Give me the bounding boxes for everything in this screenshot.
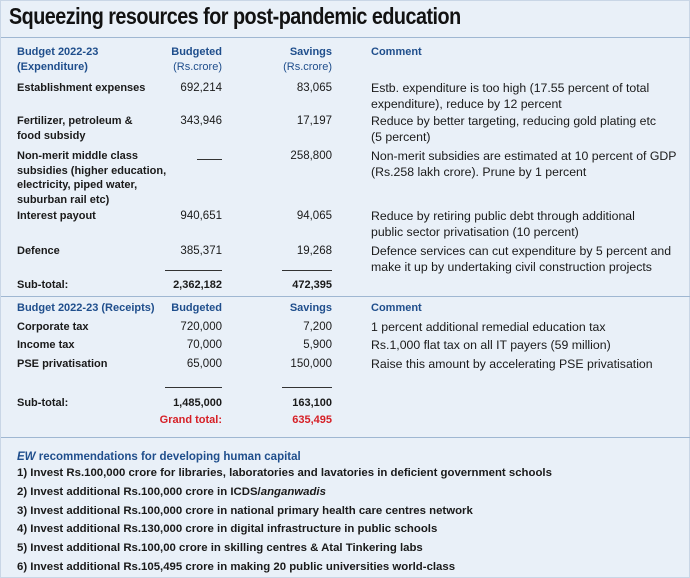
expenditure-budgeted: 692,214 bbox=[180, 82, 222, 94]
header-receipts-label: Budget 2022-23 (Receipts) bbox=[17, 302, 155, 314]
recommendation-item: 6) Invest additional Rs.105,495 crore in making 20 public universities world-class bbox=[17, 561, 456, 573]
expenditure-label bbox=[17, 149, 166, 207]
receipt-savings: 150,000 bbox=[290, 358, 332, 370]
recommendation-italic: anganwadis bbox=[260, 486, 326, 498]
expenditure-savings: 19,268 bbox=[296, 245, 332, 257]
expenditure-comment-line: public sector privatisation (10 percent) bbox=[371, 225, 579, 239]
expenditure-label bbox=[17, 114, 133, 143]
expenditure-comment-line: Reduce by better targeting, reducing gold plating etc bbox=[371, 114, 657, 128]
header2-savings: Savings bbox=[289, 302, 332, 314]
expenditure-comment-line: make it up by undertaking civil construction projects bbox=[371, 260, 652, 274]
expenditure-label bbox=[17, 81, 145, 96]
receipt-savings: 5,900 bbox=[303, 339, 332, 351]
grand-total-label: Grand total: bbox=[159, 414, 222, 426]
subtotal1-budgeted: 2,362,182 bbox=[173, 279, 222, 291]
expenditure-comment-line: Estb. expenditure is too high (17.55 percent of total bbox=[371, 81, 650, 95]
expenditure-label bbox=[17, 244, 60, 259]
expenditure-label-line: Defence bbox=[17, 245, 60, 257]
subtotal2-savings-rule bbox=[282, 387, 332, 388]
header-budgeted: Budgeted bbox=[171, 46, 222, 58]
expenditure-budgeted: 940,651 bbox=[180, 210, 222, 222]
expenditure-comment-line: Reduce by retiring public debt through additional bbox=[371, 209, 635, 223]
subtotal2-budgeted: 1,485,000 bbox=[173, 397, 222, 409]
expenditure-budgeted: 385,371 bbox=[180, 245, 222, 257]
expenditure-savings: 17,197 bbox=[296, 115, 332, 127]
receipt-label: PSE privatisation bbox=[17, 358, 108, 370]
expenditure-comment bbox=[371, 243, 671, 275]
subtotal1-savings: 472,395 bbox=[292, 279, 332, 291]
expenditure-comment bbox=[371, 113, 656, 145]
header-savings: Savings bbox=[289, 46, 332, 58]
expenditure-label-line: electricity, piped water, bbox=[17, 179, 138, 191]
subtotal1-label: Sub-total: bbox=[17, 279, 69, 291]
expenditure-savings: 258,800 bbox=[290, 150, 332, 162]
expenditure-label-line: Fertilizer, petroleum & bbox=[17, 115, 133, 127]
subtotal2-label: Sub-total: bbox=[17, 397, 69, 409]
page-title: Squeezing resources for post-pandemic education bbox=[9, 3, 461, 29]
expenditure-savings: 83,065 bbox=[296, 82, 332, 94]
subtotal2-savings: 163,100 bbox=[292, 397, 332, 409]
recommendations-divider bbox=[1, 437, 690, 438]
expenditure-comment bbox=[371, 148, 677, 180]
recommendation-item: 4) Invest additional Rs.130,000 crore in digital infrastructure in public schools bbox=[17, 523, 438, 535]
recommendations-heading bbox=[17, 451, 301, 463]
receipt-savings: 7,200 bbox=[303, 321, 332, 333]
recommendation-item: 1) Invest Rs.100,000 crore for libraries, laboratories and lavatories in deficient government schools bbox=[17, 467, 552, 479]
expenditure-budgeted-blank bbox=[197, 159, 222, 160]
subtotal1-savings-rule bbox=[282, 270, 332, 271]
header-savings-unit: (Rs.crore) bbox=[283, 61, 332, 73]
header-expenditure-label: (Expenditure) bbox=[17, 61, 88, 73]
header-comment: Comment bbox=[371, 46, 422, 58]
header-budgeted-unit: (Rs.crore) bbox=[173, 61, 222, 73]
grand-total-savings: 635,495 bbox=[292, 414, 332, 426]
expenditure-comment-line: Non-merit subsidies are estimated at 10 percent of GDP bbox=[371, 149, 677, 163]
section-divider bbox=[1, 296, 690, 297]
expenditure-label-line: food subsidy bbox=[17, 129, 86, 142]
expenditure-comment-line: (Rs.258 lakh crore). Prune by 1 percent bbox=[371, 165, 587, 179]
expenditure-label-line: Non-merit middle class bbox=[17, 150, 139, 162]
expenditure-comment bbox=[371, 208, 635, 240]
receipt-label: Corporate tax bbox=[17, 321, 89, 333]
header2-budgeted: Budgeted bbox=[171, 302, 222, 314]
expenditure-comment bbox=[371, 80, 649, 112]
expenditure-label-line: Establishment expenses bbox=[17, 82, 146, 94]
expenditure-label-line: subsidies (higher education, bbox=[17, 164, 167, 177]
receipt-comment: 1 percent additional remedial education tax bbox=[371, 320, 606, 334]
expenditure-comment-line: Defence services can cut expenditure by 5 percent and bbox=[371, 244, 672, 258]
expenditure-savings: 94,065 bbox=[296, 210, 332, 222]
expenditure-label-line: suburban rail etc) bbox=[17, 193, 110, 206]
recommendation-item: 3) Invest additional Rs.100,000 crore in national primary health care centres network bbox=[17, 505, 473, 517]
expenditure-budgeted: 343,946 bbox=[180, 115, 222, 127]
expenditure-comment-line: (5 percent) bbox=[371, 130, 431, 144]
receipt-comment: Rs.1,000 flat tax on all IT payers (59 million) bbox=[371, 338, 611, 352]
expenditure-label bbox=[17, 209, 96, 224]
recommendation-item: 2) Invest additional Rs.100,000 crore in ICDS/anganwadis bbox=[17, 486, 326, 498]
recommendation-item: 5) Invest additional Rs.100,00 crore in skilling centres & Atal Tinkering labs bbox=[17, 542, 423, 554]
recommendations-heading-ew: EW bbox=[17, 451, 36, 463]
header-budget-label: Budget 2022-23 bbox=[17, 46, 99, 58]
subtotal1-budget-rule bbox=[165, 270, 222, 271]
title-divider bbox=[1, 37, 690, 38]
receipt-label: Income tax bbox=[17, 339, 75, 351]
receipt-comment: Raise this amount by accelerating PSE privatisation bbox=[371, 357, 653, 371]
receipt-budgeted: 70,000 bbox=[186, 339, 222, 351]
receipt-budgeted: 65,000 bbox=[186, 358, 222, 370]
subtotal2-budget-rule bbox=[165, 387, 222, 388]
expenditure-comment-line: expenditure), reduce by 12 percent bbox=[371, 97, 562, 111]
recommendations-heading-text: recommendations for developing human capital bbox=[35, 451, 301, 463]
expenditure-label-line: Interest payout bbox=[17, 210, 96, 222]
receipt-budgeted: 720,000 bbox=[180, 321, 222, 333]
header2-comment: Comment bbox=[371, 302, 422, 314]
